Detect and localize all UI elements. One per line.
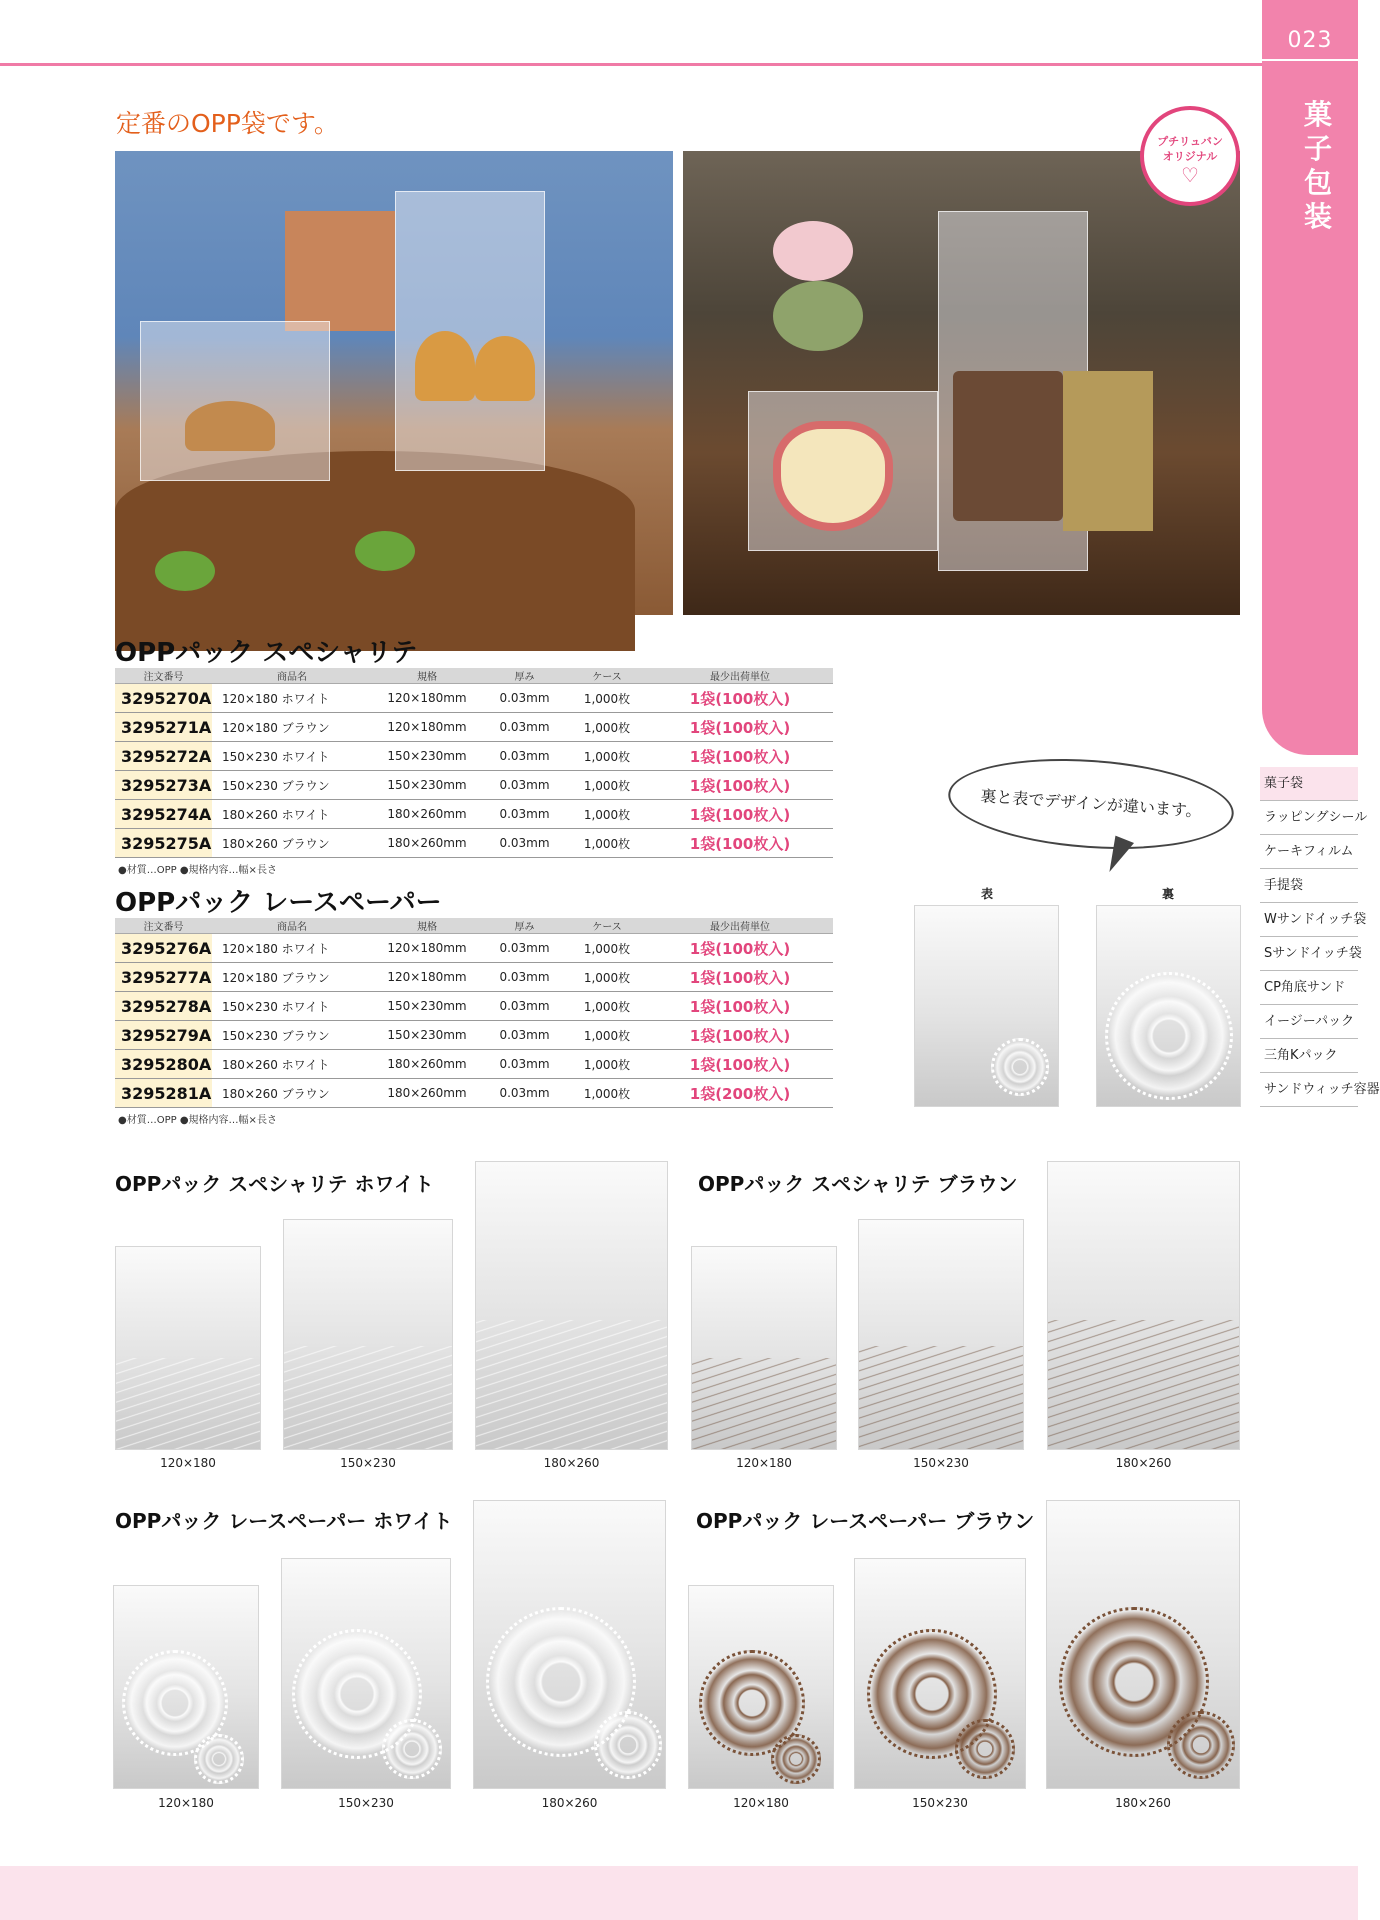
spec-size-cell: 180×260mm <box>372 829 482 858</box>
bag-image <box>1047 1161 1240 1450</box>
gold-bag <box>1063 371 1153 531</box>
order-number-cell: 3295279A <box>115 1021 212 1050</box>
thickness-cell: 0.03mm <box>482 800 567 829</box>
lace-doily <box>771 1734 821 1784</box>
bag-image <box>281 1558 451 1789</box>
bag-front-image <box>914 905 1059 1107</box>
front-label: 表 <box>981 887 994 901</box>
product-name-cell: 180×260 ブラウン <box>212 829 372 858</box>
ribbon-icon: ♡ <box>1181 163 1199 187</box>
table-row <box>115 829 833 858</box>
speech-bubble: 裏と表でデザインが違います。 <box>945 750 1236 858</box>
bag-image <box>475 1161 668 1450</box>
chocolates <box>953 371 1063 521</box>
product-name-cell: 180×260 ブラウン <box>212 1079 372 1108</box>
column-header: ケース <box>567 668 647 684</box>
product-name-cell: 120×180 ブラウン <box>212 713 372 742</box>
order-number-cell: 3295270A <box>115 684 212 713</box>
product-name-cell: 180×260 ホワイト <box>212 1050 372 1079</box>
order-number-cell: 3295277A <box>115 963 212 992</box>
opp-bag <box>395 191 545 471</box>
thickness-cell: 0.03mm <box>482 1050 567 1079</box>
spec-table-specialite <box>115 668 833 858</box>
size-label: 120×180 <box>160 1456 216 1470</box>
order-number-cell: 3295275A <box>115 829 212 858</box>
side-menu-item[interactable]: ラッピングシール <box>1260 801 1358 835</box>
product-name-cell: 120×180 ブラウン <box>212 963 372 992</box>
group-title-lace-brown: OPPパック レースペーパー ブラウン <box>696 1509 1035 1533</box>
order-number-cell: 3295271A <box>115 713 212 742</box>
column-header: 注文番号 <box>115 918 212 934</box>
case-quantity-cell: 1,000枚 <box>567 963 647 992</box>
product-name-cell: 150×230 ブラウン <box>212 1021 372 1050</box>
case-quantity-cell: 1,000枚 <box>567 800 647 829</box>
side-menu-item[interactable]: サンドウィッチ容器 <box>1260 1073 1358 1107</box>
lace-doily <box>1105 972 1233 1100</box>
thickness-cell: 0.03mm <box>482 1021 567 1050</box>
bag-image <box>688 1585 834 1789</box>
product-name-cell: 150×230 ホワイト <box>212 742 372 771</box>
case-quantity-cell: 1,000枚 <box>567 742 647 771</box>
thickness-cell: 0.03mm <box>482 934 567 963</box>
column-header: 最少出荷単位 <box>647 918 833 934</box>
size-label: 180×260 <box>1115 1456 1172 1470</box>
table-row <box>115 1021 833 1050</box>
lace-doily <box>194 1734 244 1784</box>
thickness-cell: 0.03mm <box>482 771 567 800</box>
badge-line-1: プチリュバン <box>1157 135 1223 148</box>
case-quantity-cell: 1,000枚 <box>567 829 647 858</box>
spec-table-lace <box>115 918 833 1108</box>
section-title-specialite: OPPパック スペシャリテ <box>115 638 418 668</box>
thickness-cell: 0.03mm <box>482 684 567 713</box>
spec-size-cell: 180×260mm <box>372 800 482 829</box>
footer-band <box>0 1866 1358 1920</box>
order-number-cell: 3295272A <box>115 742 212 771</box>
size-label: 120×180 <box>736 1456 792 1470</box>
side-menu-item[interactable]: CP角底サンド <box>1260 971 1358 1005</box>
min-unit-cell: 1袋(100枚入) <box>647 829 833 858</box>
min-unit-cell: 1袋(100枚入) <box>647 742 833 771</box>
script-pattern <box>859 1346 1023 1449</box>
back-label: 裏 <box>1162 887 1175 901</box>
side-menu-item[interactable]: ケーキフィルム <box>1260 835 1358 869</box>
column-header: 規格 <box>372 918 482 934</box>
bag-image <box>854 1558 1026 1789</box>
table-row <box>115 684 833 713</box>
bag-image <box>473 1500 666 1789</box>
clover-leaf <box>355 531 415 571</box>
group-title-lace-white: OPPパック レースペーパー ホワイト <box>115 1509 453 1533</box>
table-row <box>115 1050 833 1079</box>
spec-size-cell: 120×180mm <box>372 963 482 992</box>
muffin <box>475 336 535 401</box>
side-menu-item[interactable]: 菓子袋 <box>1260 767 1358 801</box>
case-quantity-cell: 1,000枚 <box>567 934 647 963</box>
column-header: 最少出荷単位 <box>647 668 833 684</box>
order-number-cell: 3295278A <box>115 992 212 1021</box>
table-row <box>115 992 833 1021</box>
column-header: 商品名 <box>212 668 372 684</box>
column-header: 厚み <box>482 668 567 684</box>
lace-doily <box>991 1038 1049 1096</box>
spec-size-cell: 180×260mm <box>372 1050 482 1079</box>
bag-image <box>858 1219 1024 1450</box>
wood-stand <box>285 211 395 331</box>
size-label: 150×230 <box>912 1796 968 1810</box>
bag-image <box>113 1585 259 1789</box>
product-name-cell: 150×230 ホワイト <box>212 992 372 1021</box>
bag-back-image <box>1096 905 1241 1107</box>
size-label: 180×260 <box>543 1456 600 1470</box>
table-row <box>115 934 833 963</box>
product-name-cell: 120×180 ホワイト <box>212 684 372 713</box>
cookies <box>185 401 275 451</box>
column-header: ケース <box>567 918 647 934</box>
size-label: 150×230 <box>913 1456 969 1470</box>
table-row <box>115 742 833 771</box>
spec-size-cell: 150×230mm <box>372 771 482 800</box>
clover-leaf <box>155 551 215 591</box>
badge-line-2: オリジナル <box>1162 150 1218 163</box>
case-quantity-cell: 1,000枚 <box>567 713 647 742</box>
order-number-cell: 3295280A <box>115 1050 212 1079</box>
table-row <box>115 713 833 742</box>
table-header-row <box>115 668 833 684</box>
min-unit-cell: 1袋(100枚入) <box>647 992 833 1021</box>
page-number: 023 <box>1262 28 1358 61</box>
thickness-cell: 0.03mm <box>482 742 567 771</box>
case-quantity-cell: 1,000枚 <box>567 684 647 713</box>
spec-size-cell: 120×180mm <box>372 713 482 742</box>
lace-doily <box>1167 1711 1235 1779</box>
spec-size-cell: 150×230mm <box>372 1021 482 1050</box>
min-unit-cell: 1袋(100枚入) <box>647 934 833 963</box>
min-unit-cell: 1袋(200枚入) <box>647 1079 833 1108</box>
column-header: 注文番号 <box>115 668 212 684</box>
thickness-cell: 0.03mm <box>482 829 567 858</box>
table-row <box>115 963 833 992</box>
product-name-cell: 150×230 ブラウン <box>212 771 372 800</box>
script-pattern <box>476 1320 667 1449</box>
case-quantity-cell: 1,000枚 <box>567 1050 647 1079</box>
script-pattern <box>116 1358 260 1449</box>
side-menu <box>1260 767 1380 1107</box>
case-quantity-cell: 1,000枚 <box>567 1079 647 1108</box>
side-menu-item[interactable]: 手提袋 <box>1260 869 1358 903</box>
case-quantity-cell: 1,000枚 <box>567 1021 647 1050</box>
bag-image <box>691 1246 837 1450</box>
spec-size-cell: 120×180mm <box>372 934 482 963</box>
side-menu-item[interactable]: Wサンドイッチ袋 <box>1260 903 1358 937</box>
group-title-specialite-brown: OPPパック スペシャリテ ブラウン <box>698 1172 1018 1196</box>
side-menu-item[interactable]: 三角Kパック <box>1260 1039 1358 1073</box>
product-name-cell: 180×260 ホワイト <box>212 800 372 829</box>
min-unit-cell: 1袋(100枚入) <box>647 684 833 713</box>
order-number-cell: 3295281A <box>115 1079 212 1108</box>
case-quantity-cell: 1,000枚 <box>567 771 647 800</box>
lace-doily <box>594 1711 662 1779</box>
headline: 定番のOPP袋です。 <box>116 109 339 138</box>
table-row <box>115 800 833 829</box>
side-category-title: 菓子包装 <box>1303 98 1332 233</box>
size-label: 150×230 <box>338 1796 394 1810</box>
column-header: 規格 <box>372 668 482 684</box>
min-unit-cell: 1袋(100枚入) <box>647 1050 833 1079</box>
product-name-cell: 120×180 ホワイト <box>212 934 372 963</box>
min-unit-cell: 1袋(100枚入) <box>647 963 833 992</box>
muffin <box>415 331 475 401</box>
order-number-cell: 3295276A <box>115 934 212 963</box>
side-menu-item[interactable]: Sサンドイッチ袋 <box>1260 937 1358 971</box>
size-label: 120×180 <box>733 1796 789 1810</box>
lace-doily <box>382 1719 442 1779</box>
spec-size-cell: 150×230mm <box>372 992 482 1021</box>
spec-size-cell: 150×230mm <box>372 742 482 771</box>
table-row <box>115 771 833 800</box>
order-number-cell: 3295273A <box>115 771 212 800</box>
table-header-row <box>115 918 833 934</box>
spec-size-cell: 120×180mm <box>372 684 482 713</box>
column-header: 商品名 <box>212 918 372 934</box>
side-menu-item[interactable]: イージーパック <box>1260 1005 1358 1039</box>
spec-size-cell: 180×260mm <box>372 1079 482 1108</box>
size-label: 120×180 <box>158 1796 214 1810</box>
bag-image <box>115 1246 261 1450</box>
min-unit-cell: 1袋(100枚入) <box>647 771 833 800</box>
spec-note: ●材質…OPP ●規格内容…幅×長さ <box>118 865 277 876</box>
order-number-cell: 3295274A <box>115 800 212 829</box>
column-header: 厚み <box>482 918 567 934</box>
thickness-cell: 0.03mm <box>482 963 567 992</box>
min-unit-cell: 1袋(100枚入) <box>647 1021 833 1050</box>
bag-image <box>283 1219 453 1450</box>
size-label: 180×260 <box>541 1796 598 1810</box>
bag-image <box>1046 1500 1240 1789</box>
thickness-cell: 0.03mm <box>482 713 567 742</box>
original-badge <box>1140 106 1240 206</box>
section-title-lace: OPPパック レースペーパー <box>115 888 442 918</box>
script-pattern <box>1048 1320 1239 1449</box>
min-unit-cell: 1袋(100枚入) <box>647 800 833 829</box>
min-unit-cell: 1袋(100枚入) <box>647 713 833 742</box>
product-photo-2 <box>683 151 1240 615</box>
group-title-specialite-white: OPPパック スペシャリテ ホワイト <box>115 1172 434 1196</box>
size-label: 180×260 <box>1115 1796 1171 1810</box>
hydrangea <box>773 281 863 351</box>
top-divider <box>0 63 1262 66</box>
script-pattern <box>692 1358 836 1449</box>
case-quantity-cell: 1,000枚 <box>567 992 647 1021</box>
flower <box>773 221 853 281</box>
lace-doily <box>955 1719 1015 1779</box>
product-photo-1 <box>115 151 673 615</box>
thickness-cell: 0.03mm <box>482 1079 567 1108</box>
heart-cookie <box>773 421 893 531</box>
script-pattern <box>284 1346 452 1449</box>
thickness-cell: 0.03mm <box>482 992 567 1021</box>
spec-note: ●材質…OPP ●規格内容…幅×長さ <box>118 1115 277 1126</box>
size-label: 150×230 <box>340 1456 396 1470</box>
table-row <box>115 1079 833 1108</box>
